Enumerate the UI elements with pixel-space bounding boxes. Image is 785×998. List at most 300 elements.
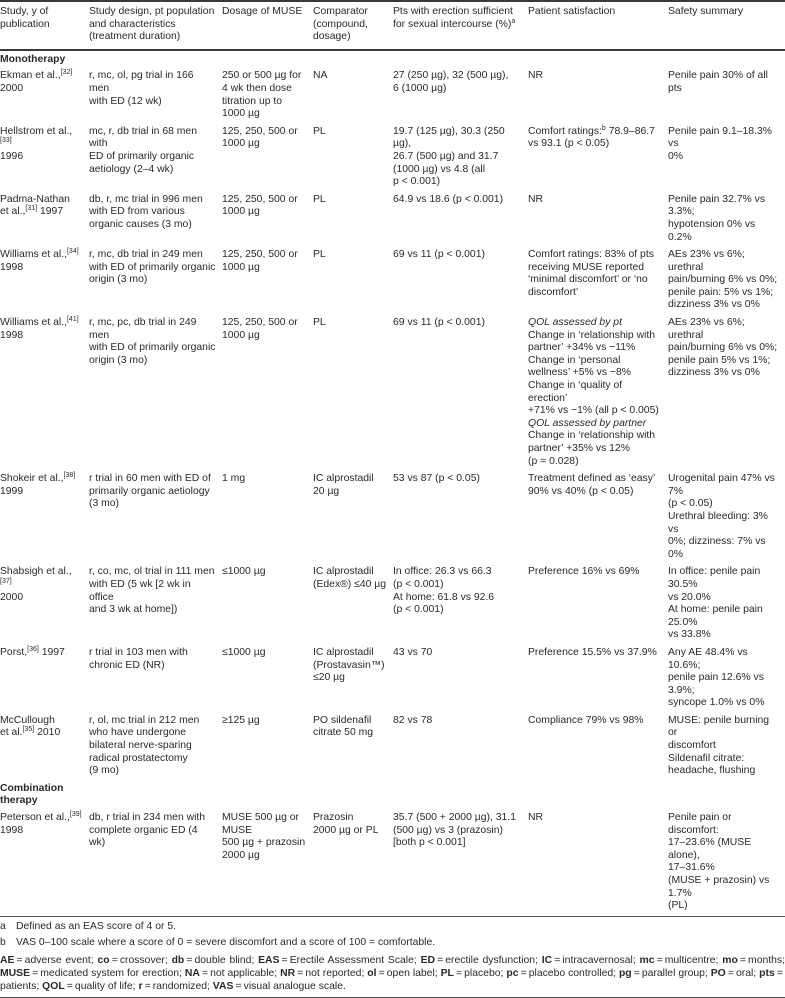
text-line: Sildenafil citrate: xyxy=(668,752,745,764)
text-line: QOL assessed by partner xyxy=(528,417,647,429)
cell-design xyxy=(89,712,222,780)
reference-number: [37] xyxy=(0,577,12,585)
cell-study xyxy=(0,644,89,712)
text-line: ‘minimal discomfort’ or ‘no xyxy=(528,274,648,286)
reference-number: [36] xyxy=(27,645,39,653)
abbreviation-entry: MUSE = medicated system for erection; xyxy=(0,968,185,980)
text-line: discomfort xyxy=(668,740,716,752)
footnote-marker: a xyxy=(511,17,516,25)
study-year: 1998 xyxy=(0,261,24,273)
text-line: NR xyxy=(528,812,544,824)
footnote-mark: a xyxy=(0,920,6,932)
text-line: MUSE xyxy=(222,824,253,836)
column-header-satisfaction xyxy=(528,1,668,50)
text-line: Comfort ratings:$^b$ 78.9–86.7 xyxy=(528,124,655,137)
cell-dosage xyxy=(222,246,313,314)
study-author: Williams et al.,[41] xyxy=(0,316,79,329)
cell-safety xyxy=(668,314,785,470)
study-author: Porst,[36] 1997 xyxy=(0,645,65,658)
header-text: (compound, xyxy=(313,18,368,30)
cell-dosage xyxy=(222,123,313,191)
cell-dosage xyxy=(222,67,313,122)
section-title-text: Combination xyxy=(0,782,64,794)
text-line: (Edex®) ≤40 µg xyxy=(313,578,387,590)
cell-satisfaction xyxy=(528,314,668,470)
cell-comparator xyxy=(313,246,393,314)
abbreviation-term: QOL xyxy=(42,981,65,993)
abbreviation-term: EAS xyxy=(258,954,280,966)
abbreviation-entry: pts = patients; xyxy=(0,968,785,993)
abbreviation-term: pc xyxy=(506,968,519,980)
abbreviation-entry: PL = placebo; xyxy=(440,968,507,980)
abbreviation-term: ol xyxy=(367,968,377,980)
abbreviation-entry: db = double blind; xyxy=(171,954,259,966)
text-line: PL xyxy=(313,125,326,137)
text-line: 1000 µg xyxy=(222,138,260,150)
text-line: pain/burning 6% vs 0%; xyxy=(668,342,778,354)
section-row xyxy=(0,780,785,809)
text-line: IC alprostadil xyxy=(313,473,374,485)
text-line: Preference 15.5% vs 37.9% xyxy=(528,646,657,658)
text-line: (3 mo) xyxy=(89,498,120,510)
section-title-text: Monotherapy xyxy=(0,53,66,65)
study-year: 1998 xyxy=(0,329,24,341)
text-line: (p < 0.001) xyxy=(393,578,444,590)
text-line: with ED (12 wk) xyxy=(89,95,162,107)
text-line: complete organic ED (4 wk) xyxy=(89,824,198,849)
header-text: for sexual intercourse (%)$^a$ xyxy=(393,17,516,30)
cell-satisfaction xyxy=(528,246,668,314)
text-line: PL xyxy=(313,249,326,261)
text-line: pain/burning 6% vs 0%; xyxy=(668,274,778,286)
section-title-text: therapy xyxy=(0,795,38,807)
table-row xyxy=(0,809,785,915)
text-line: MUSE 500 µg or xyxy=(222,812,300,824)
reference-number: [39] xyxy=(69,811,82,819)
cell-safety xyxy=(668,191,785,246)
abbreviation-term: mo xyxy=(722,954,738,966)
text-line: citrate 50 mg xyxy=(313,727,374,739)
table-row xyxy=(0,191,785,246)
cell-design xyxy=(89,67,222,122)
text-line: titration up to xyxy=(222,95,283,107)
abbreviation-entry: EAS = Erectile Assessment Scale; xyxy=(258,954,421,966)
cell-safety xyxy=(668,809,785,915)
text-line: PL xyxy=(313,193,326,205)
text-line: partner’ +35% vs 12% xyxy=(528,443,630,454)
header-text: and characteristics xyxy=(89,18,176,30)
cell-efficacy xyxy=(393,563,528,644)
text-line: (500 µg) vs 3 (prazosin) xyxy=(393,824,503,836)
cell-comparator xyxy=(313,644,393,712)
study-author-cont: et al.[35] 2010 xyxy=(0,726,61,739)
text-line: Penile pain or discomfort: xyxy=(668,812,732,836)
text-line: radical prostatectomy xyxy=(89,752,188,764)
text-line: syncope 1.0% vs 0% xyxy=(668,697,765,709)
text-line: Prazosin xyxy=(313,812,354,824)
text-line: Urogenital pain 47% vs 7% xyxy=(668,473,775,497)
header-text: Study, y of xyxy=(0,6,49,17)
study-year: 2000 xyxy=(0,591,24,603)
cell-comparator xyxy=(313,712,393,780)
text-line: chronic ED (NR) xyxy=(89,659,165,671)
table-row xyxy=(0,123,785,191)
abbreviation-entry: IC = intracavernosal; xyxy=(541,954,640,966)
abbreviation-entry: NA = not applicable; xyxy=(184,968,281,980)
text-line: (p = 0.028) xyxy=(528,455,579,467)
text-line: (Prostavasin™) xyxy=(313,659,385,671)
text-line: hypotension 0% vs 0.2% xyxy=(668,218,756,243)
text-line: penile pain 5% vs 1%; xyxy=(668,354,771,366)
text-line: Comfort ratings: 83% of pts xyxy=(528,249,654,261)
cell-comparator xyxy=(313,191,393,246)
abbreviation-entry: pc = placebo controlled; xyxy=(506,968,619,980)
abbreviation-entry: co = crossover; xyxy=(97,954,172,966)
table-row xyxy=(0,314,785,470)
cell-comparator xyxy=(313,314,393,470)
text-line: +71% vs −1% (all p < 0.005) xyxy=(528,405,659,417)
text-line: primarily organic aetiology xyxy=(89,485,210,497)
text-line: 125, 250, 500 or xyxy=(222,249,298,261)
text-line: organic causes (3 mo) xyxy=(89,218,192,230)
text-line: QOL assessed by pt xyxy=(528,317,622,329)
study-author-cont: et al.,[31] 1997 xyxy=(0,205,64,218)
abbreviation-term: mc xyxy=(639,954,655,966)
study-year: 1998 xyxy=(0,824,24,836)
text-line: 1000 µg xyxy=(222,108,260,120)
text-line: [both p < 0.001] xyxy=(393,837,466,849)
reference-number: [38] xyxy=(63,472,76,480)
footnote-b xyxy=(0,937,785,950)
cell-satisfaction xyxy=(528,123,668,191)
abbreviation-entry: ol = open label; xyxy=(367,968,441,980)
text-line: NR xyxy=(528,70,544,82)
text-line: who have undergone xyxy=(89,727,187,739)
text-line: 43 vs 70 xyxy=(393,646,433,658)
cell-study xyxy=(0,563,89,644)
text-line: ≥125 µg xyxy=(222,714,260,726)
abbreviations-legend xyxy=(0,954,785,994)
text-line: Change in ‘personal xyxy=(528,354,621,366)
section-row xyxy=(0,50,785,68)
study-year: 1996 xyxy=(0,150,24,162)
cell-efficacy xyxy=(393,314,528,470)
text-line: ≤20 µg xyxy=(313,672,345,684)
cell-design xyxy=(89,123,222,191)
text-line: mc, r, db trial in 68 men with xyxy=(89,125,197,150)
text-line: r, ol, mc trial in 212 men xyxy=(89,714,200,726)
cell-comparator xyxy=(313,563,393,644)
footnote-mark: b xyxy=(0,937,6,949)
cell-satisfaction xyxy=(528,809,668,915)
text-line: vs 93.1 (p < 0.05) xyxy=(528,138,610,150)
cell-study xyxy=(0,191,89,246)
header-text: Dosage of MUSE xyxy=(222,6,303,17)
text-line: (PL) xyxy=(668,900,688,912)
cell-efficacy xyxy=(393,644,528,712)
text-line: 17–23.6% (MUSE alone), xyxy=(668,837,752,861)
cell-efficacy xyxy=(393,191,528,246)
text-line: AEs 23% vs 6%; urethral xyxy=(668,317,745,341)
text-line: 82 vs 78 xyxy=(393,714,433,726)
text-line: In office: penile pain 30.5% xyxy=(668,566,761,590)
column-header-efficacy xyxy=(393,1,528,50)
cell-satisfaction xyxy=(528,563,668,644)
text-line: 250 or 500 µg for xyxy=(222,70,302,82)
text-line: dizziness 3% vs 0% xyxy=(668,367,760,379)
text-line: Any AE 48.4% vs 10.6%; xyxy=(668,646,748,671)
header-text: dosage) xyxy=(313,31,351,43)
text-line: 26.7 (500 µg) and 31.7 xyxy=(393,150,499,162)
text-line: 4 wk then dose xyxy=(222,82,292,94)
column-header-comparator xyxy=(313,1,393,50)
text-line: ≤1000 µg xyxy=(222,566,266,578)
reference-number: [33] xyxy=(0,137,12,145)
cell-study xyxy=(0,123,89,191)
text-line: r, mc, pc, db trial in 249 men xyxy=(89,317,197,341)
footnote-text: Defined as an EAS score of 4 or 5. xyxy=(16,920,176,932)
cell-safety xyxy=(668,123,785,191)
text-line: wellness’ +5% vs −8% xyxy=(528,367,631,379)
text-line: 125, 250, 500 or xyxy=(222,193,298,205)
footnote-marker: b xyxy=(601,124,606,132)
header-text: Pts with erection sufficient xyxy=(393,6,513,17)
text-line: 500 µg + prazosin xyxy=(222,837,306,849)
text-line: (MUSE + prazosin) vs 1.7% xyxy=(668,875,770,899)
study-author: Shabsigh et al.,[37] xyxy=(0,566,72,585)
abbreviation-entry: ED = erectile dysfunction; xyxy=(420,954,542,966)
column-header-design xyxy=(89,1,222,50)
abbreviation-term: MUSE xyxy=(0,968,31,980)
cell-comparator xyxy=(313,809,393,915)
text-line: 90% vs 40% (p < 0.05) xyxy=(528,485,634,497)
table-row xyxy=(0,246,785,314)
abbreviation-term: IC xyxy=(541,954,553,966)
text-line: NR xyxy=(528,193,544,205)
study-year: 2000 xyxy=(0,82,24,94)
text-line: 125, 250, 500 or xyxy=(222,317,298,329)
text-line: aetiology (2–4 wk) xyxy=(89,163,174,175)
text-line: PO sildenafil xyxy=(313,714,372,726)
text-line: 2000 µg or PL xyxy=(313,824,379,836)
text-line: Penile pain 32.7% vs 3.3%; xyxy=(668,193,766,218)
table-body xyxy=(0,50,785,915)
cell-safety xyxy=(668,470,785,563)
cell-design xyxy=(89,246,222,314)
text-line: Change in ‘quality of erection’ xyxy=(528,380,623,404)
cell-study xyxy=(0,314,89,470)
cell-study xyxy=(0,712,89,780)
text-line: MUSE: penile burning or xyxy=(668,714,770,739)
text-line: IC alprostadil xyxy=(313,646,374,658)
cell-efficacy xyxy=(393,470,528,563)
text-line: dizziness 3% vs 0% xyxy=(668,299,760,311)
cell-satisfaction xyxy=(528,67,668,122)
abbreviation-term: NR xyxy=(280,968,296,980)
header-row xyxy=(0,1,785,50)
study-author: Hellstrom et al.,[33] xyxy=(0,125,73,145)
text-line: At home: 61.8 vs 92.6 xyxy=(393,591,495,603)
cell-safety xyxy=(668,563,785,644)
footnote-a xyxy=(0,921,785,934)
text-line: p < 0.001) xyxy=(393,176,441,188)
text-line: Treatment defined as ‘easy’ xyxy=(528,473,656,485)
header-text: publication xyxy=(0,18,50,30)
abbreviation-entry: mc = multicentre; xyxy=(639,954,723,966)
abbreviation-entry: PO = oral; xyxy=(710,968,760,980)
study-author: Williams et al.,[34] xyxy=(0,248,79,261)
footnotes xyxy=(0,921,785,950)
cell-satisfaction xyxy=(528,644,668,712)
text-line: 0% xyxy=(668,150,684,162)
text-line: At home: penile pain 25.0% xyxy=(668,604,763,628)
study-year: 1999 xyxy=(0,485,24,497)
cell-satisfaction xyxy=(528,712,668,780)
cell-study xyxy=(0,809,89,915)
text-line: and 3 wk at home]) xyxy=(89,604,178,616)
text-line: ≤1000 µg xyxy=(222,646,266,658)
abbreviation-entry: AE = adverse event; xyxy=(0,954,98,966)
cell-design xyxy=(89,644,222,712)
abbreviation-entry: VAS = visual analogue scale. xyxy=(212,981,346,993)
text-line: penile pain 12.6% vs 3.9%; xyxy=(668,672,764,696)
text-line: 1000 µg xyxy=(222,329,260,341)
text-line: PL xyxy=(313,317,326,329)
text-line: bilateral nerve-sparing xyxy=(89,740,192,752)
study-author: Ekman et al.,[32] xyxy=(0,69,73,82)
cell-comparator xyxy=(313,67,393,122)
cell-comparator xyxy=(313,470,393,563)
text-line: (9 mo) xyxy=(89,765,120,777)
footnote-text: VAS 0–100 scale where a score of 0 = severe discomfort and a score of 100 = comfortable. xyxy=(16,937,436,949)
text-line: Change in ‘relationship with xyxy=(528,430,656,442)
abbreviation-term: co xyxy=(97,954,110,966)
text-line: vs 33.8% xyxy=(668,629,711,641)
text-line: (p < 0.05) xyxy=(668,498,713,510)
text-line: discomfort’ xyxy=(528,286,579,298)
cell-study xyxy=(0,470,89,563)
column-header-dosage xyxy=(222,1,313,50)
text-line: receiving MUSE reported xyxy=(528,261,645,273)
abbreviation-term: ED xyxy=(420,954,435,966)
section-title xyxy=(0,50,785,68)
text-line: vs 20.0% xyxy=(668,591,711,603)
text-line: origin (3 mo) xyxy=(89,274,148,286)
text-line: db, r, mc trial in 996 men xyxy=(89,193,203,205)
reference-number: [35] xyxy=(22,726,35,734)
column-header-safety xyxy=(668,1,785,50)
text-line: r trial in 60 men with ED of xyxy=(89,473,211,485)
cell-design xyxy=(89,809,222,915)
cell-safety xyxy=(668,712,785,780)
text-line: 64.9 vs 18.6 (p < 0.001) xyxy=(393,193,504,205)
text-line: 17–31.6% xyxy=(668,862,715,874)
cell-dosage xyxy=(222,644,313,712)
cell-dosage xyxy=(222,809,313,915)
cell-efficacy xyxy=(393,246,528,314)
text-line: 125, 250, 500 or xyxy=(222,125,298,137)
abbreviation-term: db xyxy=(171,954,185,966)
text-line: 1000 µg xyxy=(222,261,260,273)
text-line: 69 vs 11 (p < 0.001) xyxy=(393,317,485,329)
table-row xyxy=(0,712,785,780)
reference-number: [31] xyxy=(25,205,38,213)
table-header xyxy=(0,1,785,50)
cell-safety xyxy=(668,67,785,122)
text-line: with ED of primarily organic xyxy=(89,342,216,354)
cell-study xyxy=(0,67,89,122)
text-line: AEs 23% vs 6%; urethral xyxy=(668,249,745,273)
study-author: Padma-Nathan xyxy=(0,193,70,205)
abbreviation-entry: NR = not reported; xyxy=(280,968,368,980)
text-line: r, mc, ol, pg trial in 166 men xyxy=(89,70,194,94)
cell-design xyxy=(89,191,222,246)
text-line: Change in ‘relationship with xyxy=(528,329,656,341)
text-line: (1000 µg) vs 4.8 (all xyxy=(393,163,486,175)
text-line: db, r trial in 234 men with xyxy=(89,812,206,824)
cell-efficacy xyxy=(393,809,528,915)
text-line: with ED of primarily organic xyxy=(89,261,216,273)
text-line: headache, flushing xyxy=(668,765,756,777)
header-text: Comparator xyxy=(313,6,368,17)
text-line: partner’ +34% vs −11% xyxy=(528,342,636,354)
text-line: 6 (1000 µg) xyxy=(393,82,447,94)
table-row xyxy=(0,470,785,563)
text-line: Compliance 79% vs 98% xyxy=(528,714,644,726)
reference-number: [32] xyxy=(60,69,73,77)
text-line: 27 (250 µg), 32 (500 µg), xyxy=(393,70,509,82)
text-line: 0%; dizziness: 7% vs 0% xyxy=(668,536,766,560)
cell-efficacy xyxy=(393,67,528,122)
text-line: 19.7 (125 µg), 30.3 (250 µg), xyxy=(393,125,505,150)
table-footer xyxy=(0,916,785,998)
abbreviation-term: VAS xyxy=(212,981,234,993)
cell-design xyxy=(89,563,222,644)
table-row xyxy=(0,563,785,644)
abbreviation-term: pts xyxy=(759,968,775,980)
text-line: Penile pain 30% of all pts xyxy=(668,70,768,94)
reference-number: [34] xyxy=(66,248,79,256)
text-line: 1000 µg xyxy=(222,206,260,218)
text-line: NA xyxy=(313,70,328,82)
abbreviation-entry: pg = parallel group; xyxy=(618,968,711,980)
cell-efficacy xyxy=(393,712,528,780)
abbreviation-term: PL xyxy=(440,968,454,980)
empty-cell xyxy=(89,780,785,809)
study-author: Peterson et al.,[39] xyxy=(0,811,82,824)
abbreviation-term: AE xyxy=(0,954,15,966)
text-line: 69 vs 11 (p < 0.001) xyxy=(393,249,485,261)
cell-study xyxy=(0,246,89,314)
abbreviation-term: NA xyxy=(184,968,200,980)
cell-dosage xyxy=(222,563,313,644)
section-title xyxy=(0,780,89,809)
cell-design xyxy=(89,470,222,563)
cell-dosage xyxy=(222,712,313,780)
cell-satisfaction xyxy=(528,191,668,246)
text-line: with ED (5 wk [2 wk in office xyxy=(89,578,191,603)
abbreviation-term: pg xyxy=(618,968,632,980)
reference-number: [41] xyxy=(66,316,79,324)
text-line: r, co, mc, ol trial in 111 men xyxy=(89,566,215,578)
header-text: (treatment duration) xyxy=(89,31,181,43)
text-line: In office: 26.3 vs 66.3 xyxy=(393,566,492,578)
text-line: penile pain: 5% vs 1%; xyxy=(668,286,774,298)
study-author: McCullough xyxy=(0,714,55,726)
abbreviation-term: r xyxy=(138,981,143,993)
text-line: (p < 0.001) xyxy=(393,604,444,616)
text-line: r, mc, db trial in 249 men xyxy=(89,249,203,261)
